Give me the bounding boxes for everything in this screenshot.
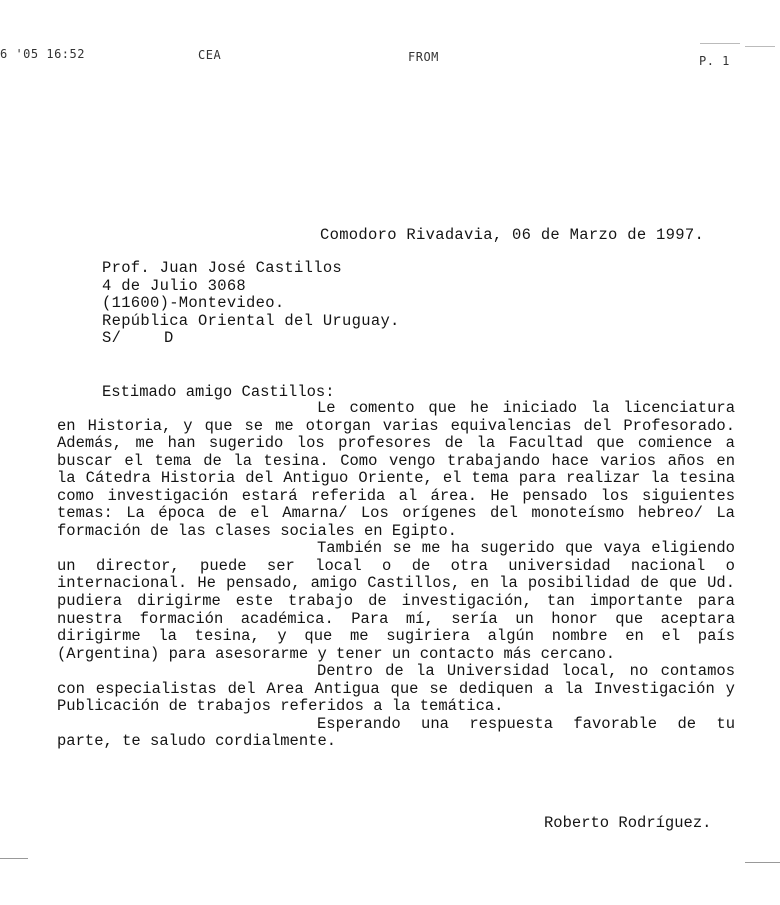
- recipient-street: 4 de Julio 3068: [102, 276, 247, 295]
- signature: Roberto Rodríguez.: [544, 814, 712, 832]
- fax-header-mark: [700, 43, 740, 44]
- fax-page-number: P. 1: [699, 54, 730, 68]
- recipient-name: Prof. Juan José Castillos: [102, 259, 343, 277]
- body-paragraph: Le comento que he iniciado la licenciatura en Historia, y que se me otorgan varias equivalencias del Profesorado. Además, me han sugerido los profesores de la Facultad que comience a buscar el tema de la tesina. Como vengo trabajando hace varios años en la Cátedra Historia del Antiguo Oriente, el tema para realizar la tesina como investigación estará referida al área. He pensado los siguientes temas: La época de el Amarna/ Los orígenes del monoteísmo hebreo/ La formación de las clases sociales en Egipto.: [57, 399, 735, 540]
- fax-datetime: 6 '05 16:52: [0, 47, 85, 61]
- recipient-country: República Oriental del Uruguay.: [102, 311, 400, 330]
- greeting: Estimado amigo Castillos:: [102, 383, 335, 401]
- page-edge-mark: [745, 862, 780, 863]
- attention-left: S/: [102, 329, 122, 347]
- fax-header: [0, 0, 780, 80]
- page-edge-mark: [0, 858, 28, 859]
- fax-sender: CEA: [198, 48, 222, 62]
- letter-body: [57, 400, 735, 751]
- recipient-address: [102, 260, 400, 348]
- body-paragraph: Dentro de la Universidad local, no contamos con especialistas del Area Antigua que se dediquen a la Investigación y Publicación de trabajos referidos a la temática.: [57, 662, 735, 716]
- attention-right: D: [164, 329, 174, 347]
- letter-date: Comodoro Rivadavia, 06 de Marzo de 1997.: [320, 226, 705, 244]
- body-paragraph: Esperando una respuesta favorable de tu parte, te saludo cordialmente.: [57, 714, 735, 751]
- fax-from-label: FROM: [408, 50, 439, 64]
- recipient-city: (11600)-Montevideo.: [102, 294, 285, 312]
- body-paragraph: También se me ha sugerido que vaya eligiendo un director, puede ser local o de otra universidad nacional o internacional. He pensado, amigo Castillos, en la posibilidad de que Ud. pudiera dirigirme este trabajo de investigación, tan importante para nuestra formación académica. Para mí, sería un honor que aceptara dirigirme la tesina, y que me sugiriera algún nombre en el país (Argentina) para asesorarme y tener un contacto más cercano.: [57, 539, 735, 663]
- fax-header-mark: [745, 46, 775, 47]
- attention-line: [102, 330, 400, 348]
